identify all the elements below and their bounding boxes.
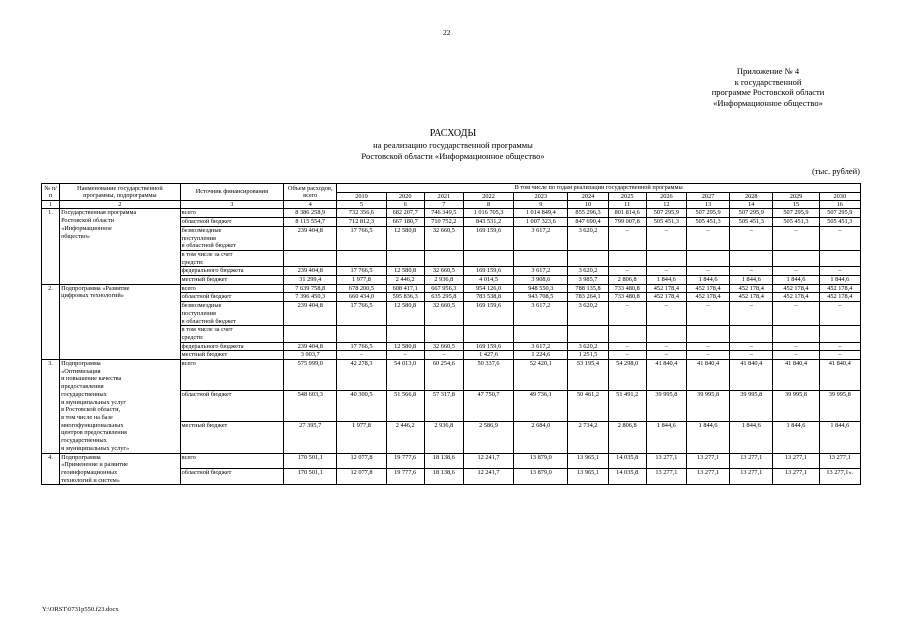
year-value-cell: 1 016 705,3 [463, 209, 513, 218]
year-value-cell: 12 580,8 [386, 226, 424, 250]
year-value-cell: 733 480,8 [608, 293, 646, 302]
year-value-cell: 2 936,8 [424, 276, 463, 285]
year-value-cell: – [773, 302, 819, 326]
total-value-cell: 27 395,7 [284, 422, 337, 453]
year-value-cell: 746 349,5 [424, 209, 463, 218]
year-value-cell: 788 135,8 [568, 284, 608, 293]
year-value-cell: 17 766,5 [337, 342, 386, 351]
total-value-cell [284, 326, 337, 342]
total-value-cell: 8 115 554,7 [284, 218, 337, 227]
year-value-cell: 452 178,4 [819, 284, 860, 293]
year-value-cell: – [608, 302, 646, 326]
year-value-cell: 1 014 849,4 [514, 209, 568, 218]
col-year-header: 2028 [730, 192, 773, 201]
year-value-cell: – [686, 226, 729, 250]
year-value-cell: 13 277,1 [730, 469, 773, 485]
year-value-cell: 505 451,3 [819, 218, 860, 227]
year-value-cell: 710 752,2 [424, 218, 463, 227]
col-year-header: 2021 [424, 192, 463, 201]
year-value-cell: 1 251,5 [568, 351, 608, 360]
col-year-header: 2024 [568, 192, 608, 201]
year-value-cell: 667 180,7 [386, 218, 424, 227]
year-value-cell: 3 617,2 [514, 302, 568, 326]
column-index-cell: 16 [819, 201, 860, 209]
year-value-cell: 733 480,8 [608, 284, 646, 293]
column-index-cell: 14 [730, 201, 773, 209]
file-path-footer: Y:\ORST\0731p550.f23.docx [42, 606, 119, 613]
table-row [42, 284, 861, 293]
year-value-cell: 505 451,3 [730, 218, 773, 227]
year-value-cell [608, 250, 646, 266]
column-index-cell: 15 [773, 201, 819, 209]
row-number: 1. [42, 209, 60, 284]
year-value-cell: 41 840,4 [730, 360, 773, 391]
year-value-cell: – [608, 267, 646, 276]
year-value-cell: 1 007 323,6 [514, 218, 568, 227]
total-value-cell [284, 250, 337, 266]
funding-source: областной бюджет [180, 218, 283, 227]
appendix-line: Приложение № 4 [736, 66, 800, 76]
year-value-cell: 2 806,8 [608, 276, 646, 285]
year-value-cell: 42 278,3 [337, 360, 386, 391]
year-value-cell: 608 417,1 [386, 284, 424, 293]
program-name: Подпрограмма «Применение и развитие геоинформационных технологий и систем» [60, 453, 181, 485]
year-value-cell: 41 840,4 [819, 360, 860, 391]
year-value-cell: – [424, 351, 463, 360]
row-number: 4. [42, 453, 60, 485]
year-value-cell: 667 956,3 [424, 284, 463, 293]
year-value-cell [514, 250, 568, 266]
year-value-cell: 169 159,6 [463, 226, 513, 250]
table-row [42, 209, 861, 218]
row-number: 2. [42, 284, 60, 359]
year-value-cell: 712 812,3 [337, 218, 386, 227]
year-value-cell: 2 936,8 [424, 422, 463, 453]
total-value-cell: 575 999,0 [284, 360, 337, 391]
year-value-cell: 635 295,8 [424, 293, 463, 302]
column-index-row [42, 201, 861, 209]
year-value-cell: – [819, 342, 860, 351]
year-value-cell: 1 844,6 [646, 276, 686, 285]
year-value-cell: 452 178,4 [646, 284, 686, 293]
year-value-cell: 14 035,8 [608, 453, 646, 469]
program-name: Государственная программа Ростовской области «Информационное общество» [60, 209, 181, 284]
year-value-cell: 57 317,8 [424, 391, 463, 422]
column-index-cell: 13 [686, 201, 729, 209]
col-year-header: 2025 [608, 192, 646, 201]
year-value-cell: 1 977,8 [337, 422, 386, 453]
year-value-cell: 54 298,0 [608, 360, 646, 391]
table-header [42, 184, 861, 201]
year-value-cell: 41 840,4 [686, 360, 729, 391]
col-volume-header: Объем расходов, всего [284, 184, 337, 201]
title-line: на реализацию государственной программы [373, 140, 533, 150]
col-year-header: 2019 [337, 192, 386, 201]
funding-source: в том числе за счет средств: [180, 326, 283, 342]
year-value-cell [386, 326, 424, 342]
year-value-cell: 3 620,2 [568, 342, 608, 351]
col-year-header: 2027 [686, 192, 729, 201]
year-value-cell: 507 295,9 [646, 209, 686, 218]
year-value-cell: 12 077,8 [337, 453, 386, 469]
table-row [42, 360, 861, 391]
total-value-cell: 548 603,3 [284, 391, 337, 422]
year-value-cell: 801 814,6 [608, 209, 646, 218]
year-value-cell: – [646, 267, 686, 276]
funding-source: безвозмездные поступления в областной бюджет [180, 302, 283, 326]
year-value-cell: 41 840,4 [646, 360, 686, 391]
year-value-cell: – [686, 342, 729, 351]
year-value-cell: 452 178,4 [773, 293, 819, 302]
year-value-cell: – [646, 226, 686, 250]
year-value-cell [337, 250, 386, 266]
year-value-cell: 507 295,9 [730, 209, 773, 218]
total-value-cell: 3 903,7 [284, 351, 337, 360]
year-value-cell: 1 844,6 [730, 422, 773, 453]
column-index-cell: 5 [337, 201, 386, 209]
units-label: (тыс. рублей) [811, 166, 860, 176]
year-value-cell: – [686, 267, 729, 276]
year-value-cell: 1 844,6 [686, 276, 729, 285]
year-value-cell [646, 326, 686, 342]
expenses-table [41, 183, 861, 485]
year-value-cell: 13 277,1 [730, 453, 773, 469]
year-value-cell [819, 326, 860, 342]
year-value-cell: – [773, 342, 819, 351]
column-index-cell: 2 [60, 201, 181, 209]
year-value-cell: 3 617,2 [514, 342, 568, 351]
year-value-cell: 53 195,4 [568, 360, 608, 391]
year-value-cell: – [686, 351, 729, 360]
year-value-cell: – [646, 302, 686, 326]
year-value-cell: – [730, 226, 773, 250]
year-value-cell: 1 844,6 [730, 276, 773, 285]
year-value-cell: 732 356,6 [337, 209, 386, 218]
year-value-cell: 1 844,6 [646, 422, 686, 453]
funding-source: безвозмездные поступления в областной бюджет [180, 226, 283, 250]
year-value-cell: 505 451,3 [773, 218, 819, 227]
year-value-cell: 13 277,1 [686, 453, 729, 469]
year-value-cell [424, 250, 463, 266]
year-value-cell: 13 277,1 [773, 469, 819, 485]
funding-source: местный бюджет [180, 351, 283, 360]
year-value-cell: 169 159,6 [463, 267, 513, 276]
total-value-cell: 7 639 758,8 [284, 284, 337, 293]
year-value-cell: 12 580,8 [386, 302, 424, 326]
year-value-cell: 13 879,0 [514, 469, 568, 485]
year-value-cell: – [337, 351, 386, 360]
year-value-cell: 13 277,1 [819, 453, 860, 469]
table-row [42, 453, 861, 469]
title-heading: РАСХОДЫ [429, 128, 477, 139]
year-value-cell: 32 660,5 [424, 302, 463, 326]
funding-source: областной бюджет [180, 469, 283, 485]
year-value-cell [686, 326, 729, 342]
year-value-cell: 47 750,7 [463, 391, 513, 422]
year-value-cell: 41 840,4 [773, 360, 819, 391]
column-index-cell: 6 [386, 201, 424, 209]
title-line: Ростовской области «Информационное общество» [361, 150, 545, 161]
year-value-cell: 52 420,1 [514, 360, 568, 391]
year-value-cell: 1 844,6 [773, 276, 819, 285]
year-value-cell: 452 178,4 [730, 293, 773, 302]
year-value-cell: 50 337,6 [463, 360, 513, 391]
year-value-cell: 60 254,6 [424, 360, 463, 391]
column-index-cell: 9 [514, 201, 568, 209]
year-value-cell: 13 277,1 [686, 469, 729, 485]
year-value-cell: 452 178,4 [730, 284, 773, 293]
total-value-cell: 239 404,8 [284, 226, 337, 250]
funding-source: местный бюджет [180, 276, 283, 285]
year-value-cell [819, 250, 860, 266]
year-value-cell: 39 995,8 [686, 391, 729, 422]
year-value-cell: 3 620,2 [568, 302, 608, 326]
funding-source: всего [180, 453, 283, 469]
year-value-cell: 169 159,6 [463, 342, 513, 351]
program-name: Подпрограмма «Оптимизация и повышение качества предоставления государственных и муниципальных услуг в Ростовской области, в том числе на базе многофункциональных центров предоставления государственных и муниципальных услуг» [60, 360, 181, 453]
year-value-cell [337, 326, 386, 342]
column-index-cell: 10 [568, 201, 608, 209]
total-value-cell: 239 404,8 [284, 267, 337, 276]
year-value-cell: 13 277,1 [646, 453, 686, 469]
total-value-cell: 170 501,1 [284, 453, 337, 469]
year-value-cell: – [819, 302, 860, 326]
year-value-cell: 18 138,6 [424, 469, 463, 485]
year-value-cell: 19 777,6 [386, 453, 424, 469]
year-value-cell: 39 995,8 [773, 391, 819, 422]
year-value-cell: – [608, 342, 646, 351]
year-value-cell: 13 277,1». [819, 469, 860, 485]
year-value-cell: 32 660,5 [424, 267, 463, 276]
year-value-cell: 507 295,9 [686, 209, 729, 218]
year-value-cell: 39 995,8 [819, 391, 860, 422]
year-value-cell: – [819, 226, 860, 250]
funding-source: всего [180, 360, 283, 391]
year-value-cell [730, 250, 773, 266]
year-value-cell: – [773, 226, 819, 250]
column-index-cell: 12 [646, 201, 686, 209]
year-value-cell: 954 126,0 [463, 284, 513, 293]
year-value-cell [463, 326, 513, 342]
year-value-cell: 1 844,6 [819, 276, 860, 285]
col-year-header: 2023 [514, 192, 568, 201]
year-value-cell: 2 586,9 [463, 422, 513, 453]
year-value-cell: 3 620,2 [568, 267, 608, 276]
year-value-cell: 12 580,8 [386, 342, 424, 351]
year-value-cell: 2 446,2 [386, 276, 424, 285]
year-value-cell: – [819, 351, 860, 360]
funding-source: всего [180, 209, 283, 218]
document-title [0, 128, 906, 161]
year-value-cell: 507 295,9 [773, 209, 819, 218]
funding-source: местный бюджет [180, 422, 283, 453]
year-value-cell: 507 295,9 [819, 209, 860, 218]
year-value-cell: 452 178,4 [686, 293, 729, 302]
funding-source: всего [180, 284, 283, 293]
program-name: Подпрограмма «Развитие цифровых технологий» [60, 284, 181, 359]
funding-source: областной бюджет [180, 293, 283, 302]
year-value-cell [424, 326, 463, 342]
appendix-line: «Информационное общество» [713, 97, 823, 108]
funding-source: федерального бюджета [180, 342, 283, 351]
year-value-cell: 13 277,1 [773, 453, 819, 469]
year-value-cell: 54 013,0 [386, 360, 424, 391]
year-value-cell: 783 264,1 [568, 293, 608, 302]
column-index-cell: 11 [608, 201, 646, 209]
year-value-cell: – [730, 342, 773, 351]
year-value-cell: 51 566,8 [386, 391, 424, 422]
col-num-header: № п/п [42, 184, 60, 201]
year-value-cell: 12 241,7 [463, 469, 513, 485]
year-value-cell: 1 427,6 [463, 351, 513, 360]
column-index-cell: 4 [284, 201, 337, 209]
year-value-cell: – [773, 351, 819, 360]
year-value-cell: 3 617,2 [514, 226, 568, 250]
year-value-cell: – [686, 302, 729, 326]
year-value-cell: 3 617,2 [514, 267, 568, 276]
year-value-cell [463, 250, 513, 266]
year-value-cell [773, 250, 819, 266]
year-value-cell: 682 207,7 [386, 209, 424, 218]
year-value-cell: 1 844,6 [819, 422, 860, 453]
year-value-cell: 2 684,0 [514, 422, 568, 453]
funding-source: областной бюджет [180, 391, 283, 422]
year-value-cell: 17 766,5 [337, 226, 386, 250]
column-index-cell: 3 [180, 201, 283, 209]
year-value-cell: 1 844,6 [773, 422, 819, 453]
year-value-cell: 169 159,6 [463, 302, 513, 326]
year-value-cell: 452 178,4 [646, 293, 686, 302]
year-value-cell [568, 326, 608, 342]
year-value-cell: 13 879,0 [514, 453, 568, 469]
year-value-cell: – [608, 351, 646, 360]
col-year-header: 2022 [463, 192, 513, 201]
year-value-cell: 2 806,8 [608, 422, 646, 453]
year-value-cell: 1 224,6 [514, 351, 568, 360]
year-value-cell: 3 620,2 [568, 226, 608, 250]
year-value-cell: 17 766,5 [337, 302, 386, 326]
year-value-cell: 1 844,6 [686, 422, 729, 453]
year-value-cell: 12 241,7 [463, 453, 513, 469]
year-value-cell: 50 461,2 [568, 391, 608, 422]
year-value-cell: 14 035,8 [608, 469, 646, 485]
year-value-cell: 49 736,1 [514, 391, 568, 422]
year-value-cell [686, 250, 729, 266]
appendix-note [648, 66, 848, 108]
year-value-cell: 51 491,2 [608, 391, 646, 422]
year-value-cell: 40 300,5 [337, 391, 386, 422]
row-number: 3. [42, 360, 60, 453]
year-value-cell [773, 326, 819, 342]
year-value-cell: 783 538,8 [463, 293, 513, 302]
year-value-cell [386, 250, 424, 266]
year-value-cell: 13 965,1 [568, 469, 608, 485]
column-index-cell: 8 [463, 201, 513, 209]
year-value-cell: 12 580,8 [386, 267, 424, 276]
col-year-header: 2020 [386, 192, 424, 201]
year-value-cell: – [730, 302, 773, 326]
year-value-cell [514, 326, 568, 342]
year-value-cell: 39 995,8 [730, 391, 773, 422]
col-source-header: Источник финансирования [180, 184, 283, 201]
year-value-cell: – [730, 351, 773, 360]
year-value-cell: 943 708,5 [514, 293, 568, 302]
col-year-header: 2030 [819, 192, 860, 201]
year-value-cell: 847 690,4 [568, 218, 608, 227]
year-value-cell: – [646, 342, 686, 351]
year-value-cell [730, 326, 773, 342]
year-value-cell: – [608, 226, 646, 250]
year-value-cell: 1 977,8 [337, 276, 386, 285]
year-value-cell: 12 077,8 [337, 469, 386, 485]
appendix-line: программе Ростовской области [711, 87, 825, 97]
total-value-cell: 170 501,1 [284, 469, 337, 485]
total-value-cell: 31 299,4 [284, 276, 337, 285]
year-value-cell: 2 734,2 [568, 422, 608, 453]
year-value-cell: 678 200,5 [337, 284, 386, 293]
year-value-cell: 452 178,4 [773, 284, 819, 293]
col-year-header: 2029 [773, 192, 819, 201]
year-value-cell: – [819, 267, 860, 276]
year-value-cell: – [646, 351, 686, 360]
year-value-cell: 4 014,5 [463, 276, 513, 285]
year-value-cell: 13 277,1 [646, 469, 686, 485]
year-value-cell: 948 550,3 [514, 284, 568, 293]
funding-source: федерального бюджета [180, 267, 283, 276]
year-value-cell: – [730, 267, 773, 276]
year-value-cell: 17 766,5 [337, 267, 386, 276]
year-value-cell: 19 777,6 [386, 469, 424, 485]
year-value-cell: 505 451,3 [686, 218, 729, 227]
year-value-cell [608, 326, 646, 342]
year-value-cell: 3 985,7 [568, 276, 608, 285]
year-value-cell: 799 007,8 [608, 218, 646, 227]
year-value-cell: 2 446,2 [386, 422, 424, 453]
year-value-cell: – [773, 267, 819, 276]
year-value-cell: 452 178,4 [686, 284, 729, 293]
year-value-cell [646, 250, 686, 266]
year-value-cell: 32 660,5 [424, 226, 463, 250]
col-year-header: 2026 [646, 192, 686, 201]
col-name-header: Наименование государственной программы, подпрограммы [60, 184, 181, 201]
year-value-cell: 39 995,8 [646, 391, 686, 422]
year-value-cell: 595 836,3 [386, 293, 424, 302]
year-value-cell: 452 178,4 [819, 293, 860, 302]
table-body [42, 201, 861, 485]
total-value-cell: 7 396 450,3 [284, 293, 337, 302]
year-value-cell: 855 296,3 [568, 209, 608, 218]
year-value-cell: 660 434,0 [337, 293, 386, 302]
year-value-cell: 32 660,5 [424, 342, 463, 351]
funding-source: в том числе за счет средств: [180, 250, 283, 266]
col-years-group-header: В том числе по годам реализации государственной программы [337, 184, 861, 193]
year-value-cell: – [386, 351, 424, 360]
year-value-cell: 3 908,6 [514, 276, 568, 285]
total-value-cell: 8 386 258,9 [284, 209, 337, 218]
total-value-cell: 239 404,8 [284, 342, 337, 351]
column-index-cell: 1 [42, 201, 60, 209]
year-value-cell: 843 531,2 [463, 218, 513, 227]
year-value-cell [568, 250, 608, 266]
year-value-cell: 13 965,1 [568, 453, 608, 469]
column-index-cell: 7 [424, 201, 463, 209]
appendix-line: к государственной [734, 76, 802, 87]
total-value-cell: 239 404,8 [284, 302, 337, 326]
year-value-cell: 18 138,6 [424, 453, 463, 469]
year-value-cell: 505 451,3 [646, 218, 686, 227]
page-number: 22 [443, 28, 451, 37]
